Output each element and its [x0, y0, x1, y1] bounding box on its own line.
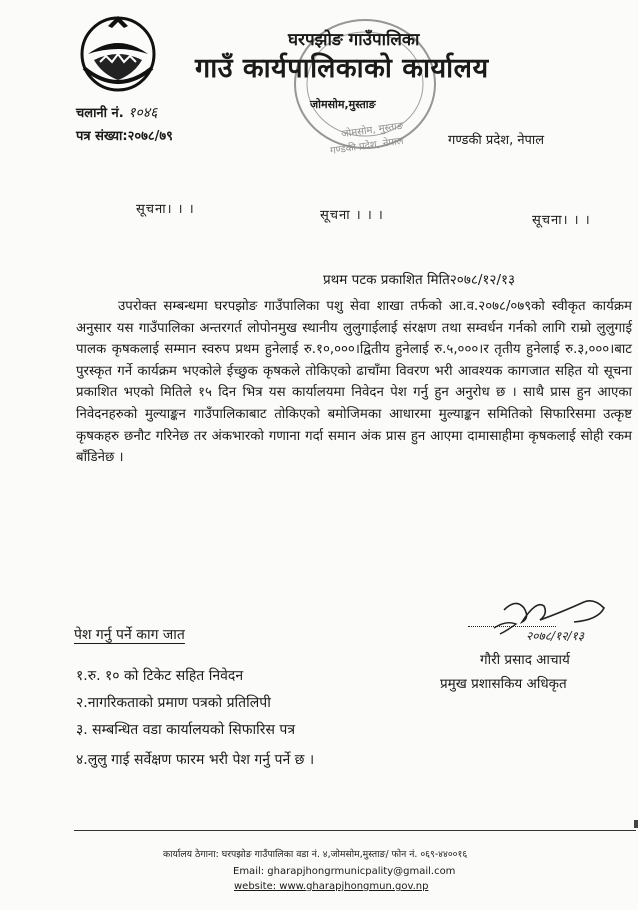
signer-title: प्रमुख प्रशासकिय अधिकृत: [440, 676, 567, 692]
office-title: गाउँ कार्यपालिकाको कार्यालय: [195, 53, 489, 84]
signature-mark: [464, 590, 614, 648]
requirement-item: ४.लुलु गाई सर्वेक्षण फारम भरी पेश गर्नु पर्ने छ ।: [76, 752, 315, 768]
municipality-name: घरपझोङ गाउँपालिका: [288, 30, 420, 50]
requirement-item: ३. सम्बन्धित वडा कार्यालयको सिफारिस पत्र: [76, 722, 296, 738]
signer-name: गौरी प्रसाद आचार्य: [480, 652, 570, 668]
footer-address: कार्यालय ठेगाना: घरपझोङ गाउँपालिका वडा नं. ४,जोमसोम,मुस्ताङ/ फोन नं. ०६९-४४००१६: [163, 849, 468, 860]
footer-divider: [74, 830, 636, 831]
svg-text:जोमसोम, मुस्ताङ: जोमसोम, मुस्ताङ: [340, 120, 404, 141]
footer-website: website: www.gharapjhongmun.gov.np: [234, 881, 429, 892]
office-address: जोमसोम,मुस्ताङ: [310, 98, 376, 111]
requirements-heading: पेश गर्नु पर्ने काग जात: [74, 627, 185, 643]
notice-heading-3: सूचना। । ।: [532, 213, 591, 228]
signature-line: [468, 626, 556, 627]
requirement-item: १.रु. १० को टिकेट सहित निवेदन: [76, 668, 244, 684]
dispatch-number: [76, 103, 157, 122]
notice-body: उपरोक्त सम्बन्धमा घरपझोङ गाउँपालिका पशु सेवा शाखा तर्फको आ.व.२०७८/०७९को स्वीकृत कार्यक्रम अनुसार यस गाउँपालिका अन्तरगर्त लोपोनमुख स्थानीय लुलुगाईलाई संरक्षण तथा सम्वर्धन गर्नको लागि राम्रो लुलुगाई पालक कृषकलाई सम्मान स्वरुप प्रथम हुनेलाई रु.१०,०००।द्वितीय हुनेलाई रु.५,०००।र तृतीय हुनेलाई रु.३,०००।बाट पुरस्कृत गर्ने कार्यक्रम भएकोले ईच्छुक कृषकले तोकिएको ढाचाँमा विवरण भरी आवश्यक कागजात सहित यो सूचना प्रकाशित भएको मितिले १५ दिन भित्र यस कार्यालयमा निवेदन पेश गर्नु हुन अनुरोध छ । साथै प्रास हुन आएका निवेदनहरुको मुल्याङ्कन गाउँपालिकाबाट तोकिएको बमोजिमका आधारमा मुल्याङ्कन समितिको सिफारिसमा उत्कृष्ट कृषकहरु छनौट गरिनेछ तर अंकभारको गणाना गर्दा समान अंक प्रास हुन आएमा दामासाहीमा कृषकलाई सोही रकम बाँडिनेछ ।: [76, 299, 632, 466]
letter-label: पत्र संख्या:: [76, 129, 128, 144]
footer-email: Email: gharapjhongrmunicpality@gmail.com: [233, 866, 456, 877]
fiscal-year: २०७८/७९: [127, 129, 173, 144]
scan-edge-mark: [634, 820, 638, 828]
publication-date: प्रथम पटक प्रकाशित मिति२०७८/१२/१३: [323, 272, 516, 288]
letter-number: [76, 126, 173, 144]
dispatch-label: चलानी नं.: [76, 106, 124, 121]
dispatch-value: १०४६: [128, 105, 158, 121]
province-text: गण्डकी प्रदेश, नेपाल: [448, 133, 545, 148]
notice-heading-2: सूचना । । ।: [320, 208, 384, 223]
handwritten-date: २०७८/१२/१३: [526, 629, 585, 643]
svg-text:गण्डकी प्रदेश, नेपाल: गण्डकी प्रदेश, नेपाल: [329, 135, 405, 157]
notice-heading-1: सूचना। । ।: [136, 202, 195, 217]
nepal-emblem-icon: [74, 14, 162, 94]
requirement-item: २.नागरिकताको प्रमाण पत्रको प्रतिलिपी: [76, 695, 271, 711]
